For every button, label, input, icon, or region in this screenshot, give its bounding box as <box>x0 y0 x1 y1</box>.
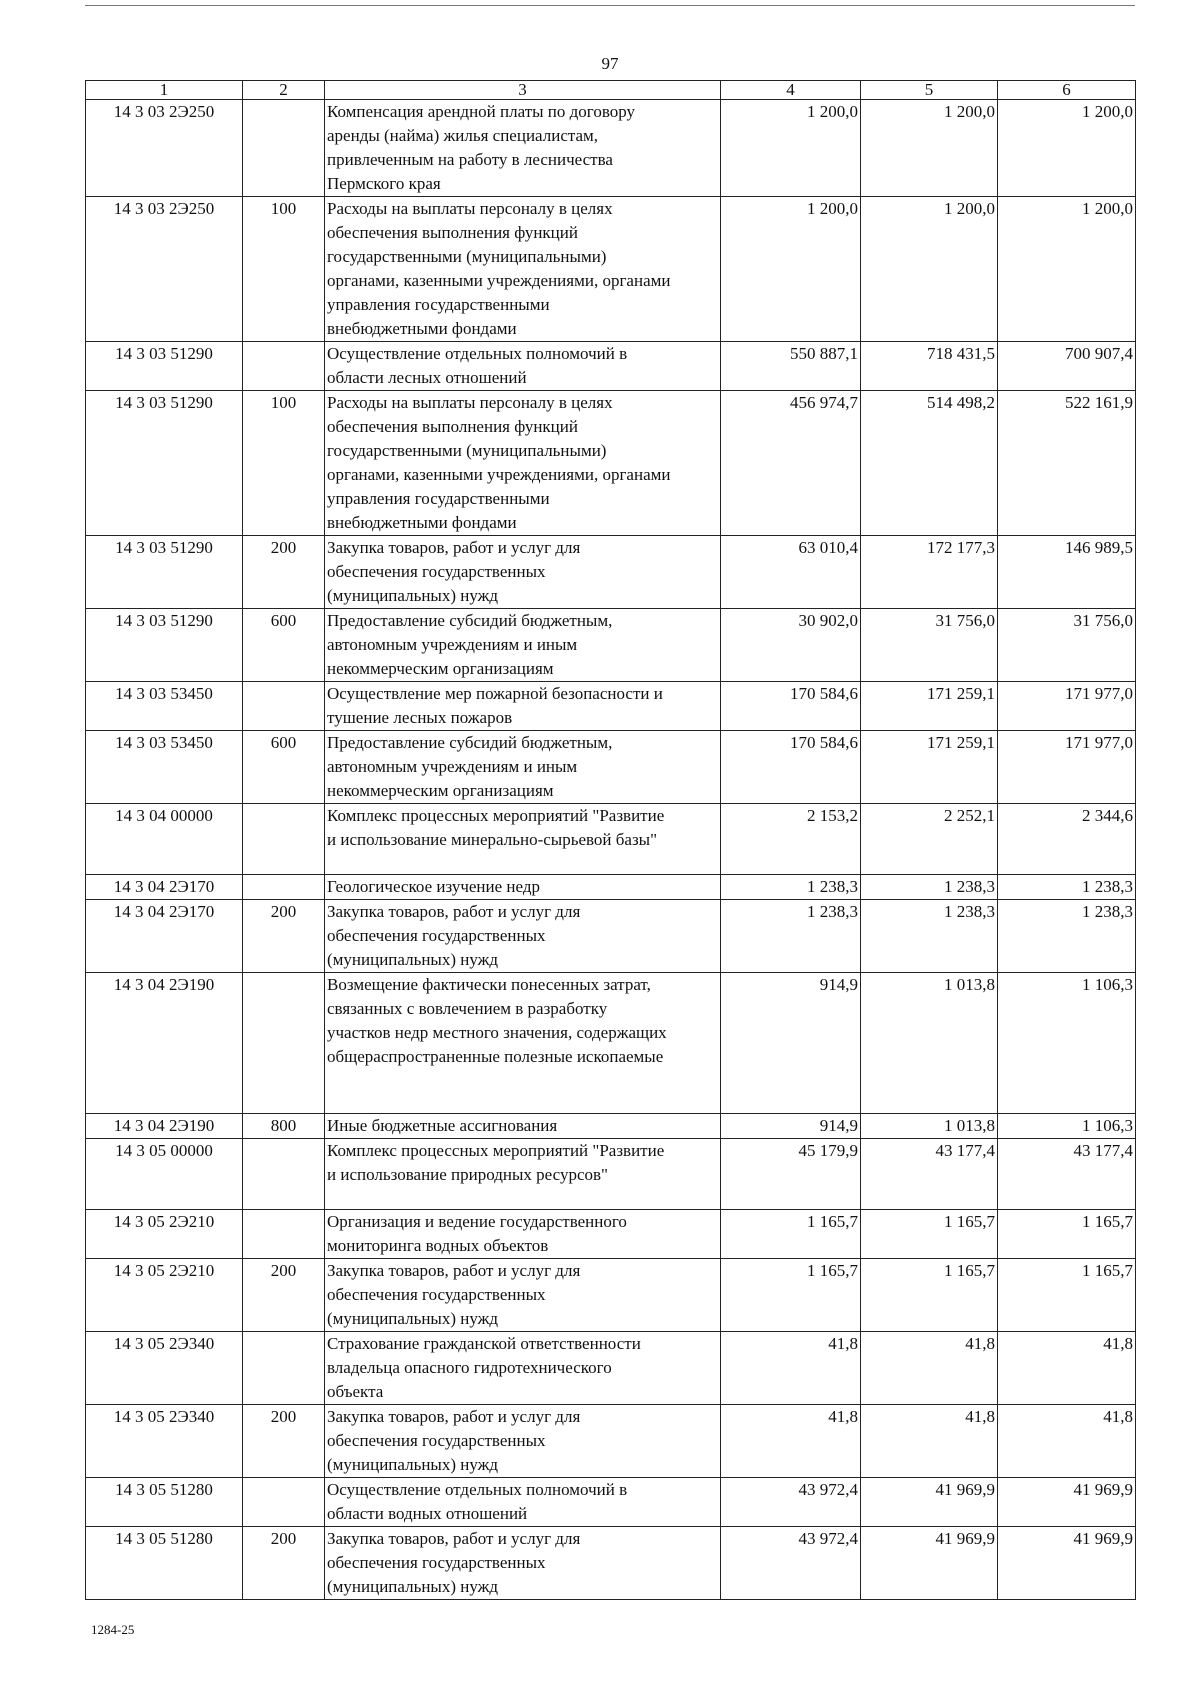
amount-2025-cell: 43 177,4 <box>861 1139 998 1210</box>
description-cell <box>325 1527 721 1600</box>
amount-2025-cell: 171 259,1 <box>861 682 998 731</box>
description-line: Закупка товаров, работ и услуг для <box>327 1529 581 1548</box>
description-line: государственными (муниципальными) <box>327 441 607 460</box>
target-code-cell: 14 3 03 2Э250 <box>86 197 243 342</box>
description-cell <box>325 100 721 197</box>
target-code-cell: 14 3 05 2Э210 <box>86 1259 243 1332</box>
description-line: управления государственными <box>327 295 550 314</box>
amount-2026-cell: 41,8 <box>998 1332 1136 1405</box>
scan-top-edge <box>85 5 1135 6</box>
expense-type-cell <box>243 100 325 197</box>
table-row <box>86 1139 1136 1210</box>
amount-2024-cell: 170 584,6 <box>721 682 861 731</box>
description-line: Предоставление субсидий бюджетным, <box>327 611 613 630</box>
amount-2025-cell: 1 013,8 <box>861 973 998 1114</box>
description-line: Пермского края <box>327 174 441 193</box>
amount-2024-cell: 1 238,3 <box>721 875 861 900</box>
description-line: Закупка товаров, работ и услуг для <box>327 1261 581 1280</box>
description-line: (муниципальных) нужд <box>327 1577 499 1596</box>
amount-2025-cell: 172 177,3 <box>861 536 998 609</box>
target-code-cell: 14 3 04 2Э170 <box>86 900 243 973</box>
target-code-cell: 14 3 05 2Э340 <box>86 1405 243 1478</box>
amount-2024-cell: 1 200,0 <box>721 100 861 197</box>
amount-2026-cell: 1 238,3 <box>998 875 1136 900</box>
amount-2025-cell: 514 498,2 <box>861 391 998 536</box>
amount-2026-cell: 1 200,0 <box>998 100 1136 197</box>
table-row <box>86 973 1136 1114</box>
amount-2024-cell: 1 165,7 <box>721 1210 861 1259</box>
description-cell <box>325 804 721 875</box>
amount-2025-cell: 1 200,0 <box>861 100 998 197</box>
description-line: Геологическое изучение недр <box>327 877 540 896</box>
description-cell <box>325 973 721 1114</box>
description-line <box>327 852 718 874</box>
description-line: автономным учреждениям и иным <box>327 757 578 776</box>
expense-type-cell: 600 <box>243 609 325 682</box>
table-row <box>86 731 1136 804</box>
amount-2024-cell: 41,8 <box>721 1405 861 1478</box>
description-line: (муниципальных) нужд <box>327 1455 499 1474</box>
description-line: аренды (найма) жилья специалистам, <box>327 126 599 145</box>
table-row <box>86 609 1136 682</box>
description-cell <box>325 197 721 342</box>
expense-type-cell: 200 <box>243 1259 325 1332</box>
amount-2025-cell: 41 969,9 <box>861 1527 998 1600</box>
description-line: Компенсация арендной платы по договору <box>327 102 636 121</box>
expense-type-cell <box>243 875 325 900</box>
amount-2026-cell: 31 756,0 <box>998 609 1136 682</box>
expense-type-cell: 200 <box>243 1405 325 1478</box>
table-row <box>86 1259 1136 1332</box>
table-row <box>86 1210 1136 1259</box>
description-cell <box>325 1405 721 1478</box>
amount-2026-cell: 2 344,6 <box>998 804 1136 875</box>
description-cell <box>325 1210 721 1259</box>
table-row <box>86 875 1136 900</box>
description-line: области водных отношений <box>327 1504 528 1523</box>
description-line: Комплекс процессных мероприятий "Развитие <box>327 806 665 825</box>
description-line: владельца опасного гидротехнического <box>327 1358 612 1377</box>
table-row <box>86 1405 1136 1478</box>
target-code-cell: 14 3 05 00000 <box>86 1139 243 1210</box>
amount-2024-cell: 41,8 <box>721 1332 861 1405</box>
expense-type-cell <box>243 342 325 391</box>
description-cell <box>325 536 721 609</box>
header-cell: 2 <box>243 81 325 100</box>
amount-2024-cell: 914,9 <box>721 1114 861 1139</box>
header-cell: 4 <box>721 81 861 100</box>
amount-2025-cell: 1 200,0 <box>861 197 998 342</box>
description-line: и использование природных ресурсов" <box>327 1165 608 1184</box>
amount-2024-cell: 63 010,4 <box>721 536 861 609</box>
description-line: Осуществление мер пожарной безопасности и <box>327 684 663 703</box>
description-line: участков недр местного значения, содержащих <box>327 1023 667 1042</box>
amount-2026-cell: 700 907,4 <box>998 342 1136 391</box>
amount-2025-cell: 41,8 <box>861 1405 998 1478</box>
amount-2024-cell: 2 153,2 <box>721 804 861 875</box>
amount-2025-cell: 31 756,0 <box>861 609 998 682</box>
table-row <box>86 536 1136 609</box>
expense-type-cell: 200 <box>243 900 325 973</box>
description-line <box>327 1187 718 1209</box>
table-row <box>86 1114 1136 1139</box>
description-cell <box>325 609 721 682</box>
target-code-cell: 14 3 05 51280 <box>86 1527 243 1600</box>
page-number: 97 <box>601 54 619 73</box>
amount-2026-cell: 171 977,0 <box>998 731 1136 804</box>
description-line: Расходы на выплаты персоналу в целях <box>327 199 613 218</box>
table-row <box>86 900 1136 973</box>
header-cell: 3 <box>325 81 721 100</box>
description-cell <box>325 1259 721 1332</box>
table-row <box>86 342 1136 391</box>
description-line: Комплекс процессных мероприятий "Развитие <box>327 1141 665 1160</box>
expense-type-cell <box>243 973 325 1114</box>
amount-2026-cell: 1 238,3 <box>998 900 1136 973</box>
expense-type-cell: 100 <box>243 391 325 536</box>
description-line: области лесных отношений <box>327 368 527 387</box>
amount-2025-cell: 1 165,7 <box>861 1259 998 1332</box>
table-row <box>86 804 1136 875</box>
description-line: Осуществление отдельных полномочий в <box>327 1480 628 1499</box>
description-line: Осуществление отдельных полномочий в <box>327 344 628 363</box>
amount-2026-cell: 146 989,5 <box>998 536 1136 609</box>
description-line: Закупка товаров, работ и услуг для <box>327 538 581 557</box>
description-line <box>327 1091 718 1113</box>
target-code-cell: 14 3 04 2Э190 <box>86 1114 243 1139</box>
target-code-cell: 14 3 03 51290 <box>86 609 243 682</box>
amount-2026-cell: 1 106,3 <box>998 1114 1136 1139</box>
amount-2026-cell: 41,8 <box>998 1405 1136 1478</box>
description-cell <box>325 1478 721 1527</box>
amount-2025-cell: 1 165,7 <box>861 1210 998 1259</box>
description-line: Иные бюджетные ассигнования <box>327 1116 558 1135</box>
table-row <box>86 1478 1136 1527</box>
description-line: Предоставление субсидий бюджетным, <box>327 733 613 752</box>
amount-2025-cell: 1 013,8 <box>861 1114 998 1139</box>
amount-2026-cell: 1 106,3 <box>998 973 1136 1114</box>
expense-type-cell: 200 <box>243 1527 325 1600</box>
description-line: обеспечения государственных <box>327 562 546 581</box>
description-line: Страхование гражданской ответственности <box>327 1334 641 1353</box>
expense-type-cell: 200 <box>243 536 325 609</box>
description-line: обеспечения государственных <box>327 1431 546 1450</box>
description-cell <box>325 900 721 973</box>
amount-2024-cell: 1 238,3 <box>721 900 861 973</box>
amount-2025-cell: 1 238,3 <box>861 875 998 900</box>
description-line: автономным учреждениям и иным <box>327 635 578 654</box>
description-line: Возмещение фактически понесенных затрат, <box>327 975 651 994</box>
amount-2025-cell: 41 969,9 <box>861 1478 998 1527</box>
amount-2025-cell: 171 259,1 <box>861 731 998 804</box>
description-cell <box>325 682 721 731</box>
table-row <box>86 1527 1136 1600</box>
amount-2024-cell: 1 200,0 <box>721 197 861 342</box>
expense-type-cell <box>243 1139 325 1210</box>
target-code-cell: 14 3 03 53450 <box>86 682 243 731</box>
target-code-cell: 14 3 04 2Э170 <box>86 875 243 900</box>
description-cell <box>325 1139 721 1210</box>
amount-2025-cell: 2 252,1 <box>861 804 998 875</box>
amount-2024-cell: 550 887,1 <box>721 342 861 391</box>
description-line <box>327 1069 718 1091</box>
description-line: (муниципальных) нужд <box>327 1309 499 1328</box>
header-cell: 1 <box>86 81 243 100</box>
description-line: органами, казенными учреждениями, органами <box>327 271 671 290</box>
description-line: (муниципальных) нужд <box>327 586 499 605</box>
description-line: тушение лесных пожаров <box>327 708 513 727</box>
amount-2024-cell: 1 165,7 <box>721 1259 861 1332</box>
description-line: Закупка товаров, работ и услуг для <box>327 1407 581 1426</box>
amount-2025-cell: 41,8 <box>861 1332 998 1405</box>
target-code-cell: 14 3 05 51280 <box>86 1478 243 1527</box>
header-row <box>86 81 1136 100</box>
description-line: государственными (муниципальными) <box>327 247 607 266</box>
table-row <box>86 391 1136 536</box>
target-code-cell: 14 3 04 2Э190 <box>86 973 243 1114</box>
target-code-cell: 14 3 05 2Э210 <box>86 1210 243 1259</box>
target-code-cell: 14 3 04 00000 <box>86 804 243 875</box>
target-code-cell: 14 3 03 51290 <box>86 536 243 609</box>
description-line: Организация и ведение государственного <box>327 1212 627 1231</box>
description-line: обеспечения государственных <box>327 926 546 945</box>
target-code-cell: 14 3 03 51290 <box>86 391 243 536</box>
amount-2026-cell: 522 161,9 <box>998 391 1136 536</box>
document-code: 1284-25 <box>91 1622 135 1637</box>
amount-2025-cell: 1 238,3 <box>861 900 998 973</box>
description-cell <box>325 875 721 900</box>
expense-type-cell <box>243 1332 325 1405</box>
description-line: мониторинга водных объектов <box>327 1236 549 1255</box>
description-cell <box>325 1114 721 1139</box>
description-line: внебюджетными фондами <box>327 513 517 532</box>
amount-2026-cell: 171 977,0 <box>998 682 1136 731</box>
expense-type-cell <box>243 1210 325 1259</box>
target-code-cell: 14 3 03 2Э250 <box>86 100 243 197</box>
description-line: Расходы на выплаты персоналу в целях <box>327 393 613 412</box>
table-row <box>86 1332 1136 1405</box>
expense-type-cell <box>243 804 325 875</box>
description-cell <box>325 731 721 804</box>
table-row <box>86 682 1136 731</box>
target-code-cell: 14 3 05 2Э340 <box>86 1332 243 1405</box>
description-cell <box>325 342 721 391</box>
amount-2024-cell: 456 974,7 <box>721 391 861 536</box>
description-line: обеспечения выполнения функций <box>327 417 578 436</box>
expense-type-cell: 800 <box>243 1114 325 1139</box>
amount-2024-cell: 45 179,9 <box>721 1139 861 1210</box>
expense-type-cell <box>243 1478 325 1527</box>
amount-2026-cell: 1 165,7 <box>998 1210 1136 1259</box>
amount-2026-cell: 41 969,9 <box>998 1478 1136 1527</box>
amount-2026-cell: 1 200,0 <box>998 197 1136 342</box>
description-line: внебюджетными фондами <box>327 319 517 338</box>
description-line: привлеченным на работу в лесничества <box>327 150 613 169</box>
description-line: обеспечения государственных <box>327 1285 546 1304</box>
header-cell: 6 <box>998 81 1136 100</box>
table-row <box>86 100 1136 197</box>
description-line: (муниципальных) нужд <box>327 950 499 969</box>
target-code-cell: 14 3 03 53450 <box>86 731 243 804</box>
description-line: Закупка товаров, работ и услуг для <box>327 902 581 921</box>
amount-2024-cell: 914,9 <box>721 973 861 1114</box>
description-line: общераспространенные полезные ископаемые <box>327 1047 664 1066</box>
amount-2025-cell: 718 431,5 <box>861 342 998 391</box>
expense-type-cell: 100 <box>243 197 325 342</box>
description-line: обеспечения выполнения функций <box>327 223 578 242</box>
amount-2024-cell: 43 972,4 <box>721 1527 861 1600</box>
amount-2026-cell: 43 177,4 <box>998 1139 1136 1210</box>
description-line: обеспечения государственных <box>327 1553 546 1572</box>
description-cell <box>325 1332 721 1405</box>
description-line: некоммерческим организациям <box>327 781 554 800</box>
budget-table <box>85 80 1136 1600</box>
description-line: связанных с вовлечением в разработку <box>327 999 608 1018</box>
description-line: объекта <box>327 1382 384 1401</box>
amount-2024-cell: 43 972,4 <box>721 1478 861 1527</box>
expense-type-cell <box>243 682 325 731</box>
table-row <box>86 197 1136 342</box>
amount-2024-cell: 170 584,6 <box>721 731 861 804</box>
amount-2026-cell: 1 165,7 <box>998 1259 1136 1332</box>
description-line: и использование минерально-сырьевой базы" <box>327 830 658 849</box>
description-line: органами, казенными учреждениями, органами <box>327 465 671 484</box>
amount-2026-cell: 41 969,9 <box>998 1527 1136 1600</box>
amount-2024-cell: 30 902,0 <box>721 609 861 682</box>
expense-type-cell: 600 <box>243 731 325 804</box>
header-cell: 5 <box>861 81 998 100</box>
description-line: некоммерческим организациям <box>327 659 554 678</box>
target-code-cell: 14 3 03 51290 <box>86 342 243 391</box>
description-line: управления государственными <box>327 489 550 508</box>
description-cell <box>325 391 721 536</box>
